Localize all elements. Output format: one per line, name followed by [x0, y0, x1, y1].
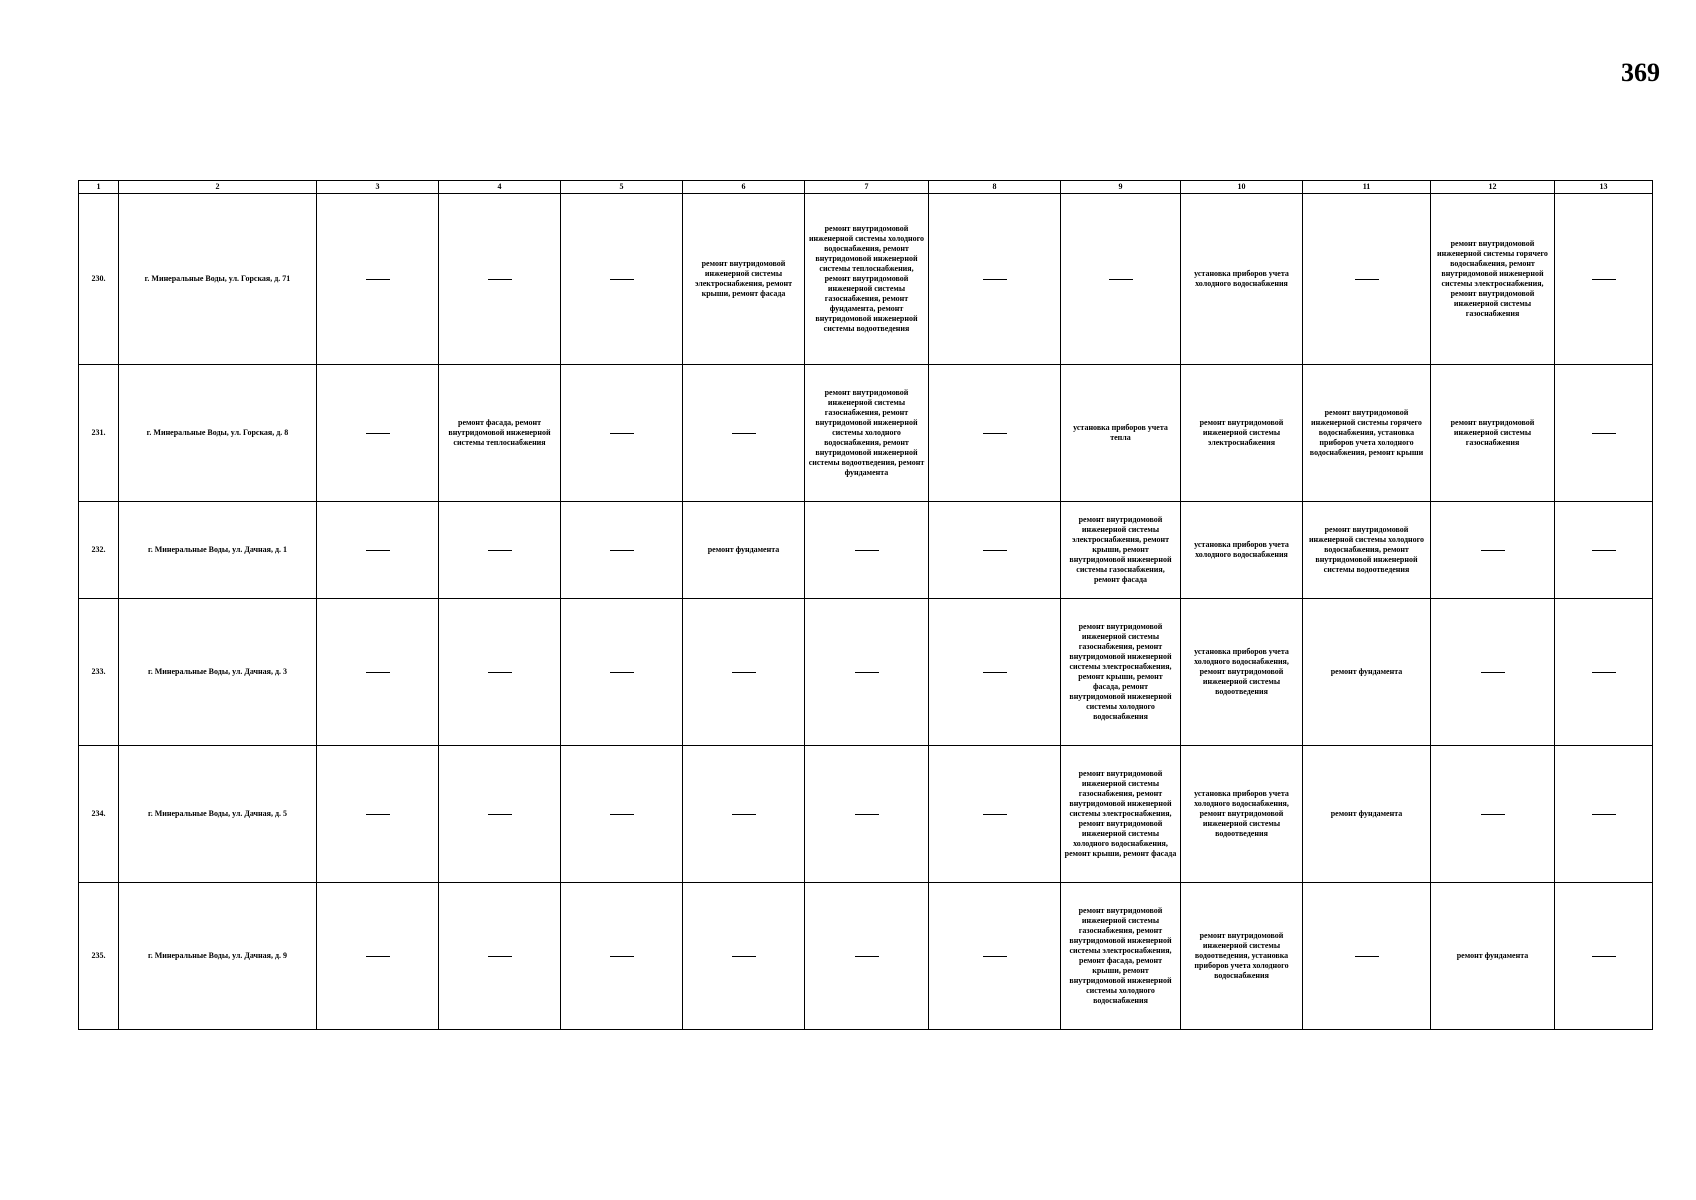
- dash-mark: [488, 814, 512, 815]
- address-cell: г. Минеральные Воды, ул. Горская, д. 8: [119, 365, 317, 502]
- work-cell: ремонт внутридомовой инженерной системы водоотведения, установка приборов учета холодного водоснабжения: [1181, 883, 1303, 1030]
- empty-cell: [561, 365, 683, 502]
- empty-cell: [1555, 194, 1653, 365]
- page-number: 369: [1621, 58, 1660, 87]
- dash-mark: [488, 672, 512, 673]
- column-header-10: 10: [1181, 181, 1303, 194]
- dash-mark: [1592, 433, 1616, 434]
- empty-cell: [1555, 883, 1653, 1030]
- table-row: [79, 746, 1653, 883]
- dash-mark: [366, 550, 390, 551]
- dash-mark: [610, 279, 634, 280]
- dash-mark: [1481, 672, 1505, 673]
- dash-mark: [983, 279, 1007, 280]
- table-body: [79, 194, 1653, 1030]
- table-row: [79, 883, 1653, 1030]
- dash-mark: [488, 550, 512, 551]
- empty-cell: [1555, 599, 1653, 746]
- work-cell: ремонт внутридомовой инженерной системы электроснабжения, ремонт крыши, ремонт внутридомовой инженерной системы газоснабжения, ремонт фасада: [1061, 502, 1181, 599]
- dash-mark: [610, 814, 634, 815]
- dash-mark: [1355, 956, 1379, 957]
- work-cell: ремонт внутридомовой инженерной системы электроснабжения: [1181, 365, 1303, 502]
- dash-mark: [732, 956, 756, 957]
- column-header-6: 6: [683, 181, 805, 194]
- dash-mark: [366, 672, 390, 673]
- work-cell: ремонт внутридомовой инженерной системы газоснабжения, ремонт внутридомовой инженерной системы электроснабжения, ремонт внутридомовой инженерной системы холодного водоснабжения, ремонт крыши, ремонт фасада: [1061, 746, 1181, 883]
- work-cell: ремонт внутридомовой инженерной системы холодного водоснабжения, ремонт внутридомовой инженерной системы водоотведения: [1303, 502, 1431, 599]
- empty-cell: [561, 194, 683, 365]
- empty-cell: [1303, 194, 1431, 365]
- empty-cell: [317, 746, 439, 883]
- dash-mark: [488, 956, 512, 957]
- work-cell: ремонт внутридомовой инженерной системы газоснабжения: [1431, 365, 1555, 502]
- empty-cell: [683, 599, 805, 746]
- column-header-5: 5: [561, 181, 683, 194]
- work-cell: ремонт фундамента: [1303, 746, 1431, 883]
- empty-cell: [805, 502, 929, 599]
- work-cell: ремонт внутридомовой инженерной системы холодного водоснабжения, ремонт внутридомовой инженерной системы теплоснабжения, ремонт внутридомовой инженерной системы газоснабжения, ремонт фундамента, ремонт внутридомовой инженерной системы водоотведения: [805, 194, 929, 365]
- row-number: 234.: [79, 746, 119, 883]
- dash-mark: [366, 814, 390, 815]
- dash-mark: [855, 814, 879, 815]
- column-header-13: 13: [1555, 181, 1653, 194]
- empty-cell: [317, 883, 439, 1030]
- dash-mark: [1592, 814, 1616, 815]
- dash-mark: [610, 672, 634, 673]
- empty-cell: [929, 599, 1061, 746]
- work-cell: установка приборов учета холодного водоснабжения: [1181, 194, 1303, 365]
- work-cell: установка приборов учета холодного водоснабжения: [1181, 502, 1303, 599]
- dash-mark: [983, 814, 1007, 815]
- empty-cell: [317, 194, 439, 365]
- empty-cell: [929, 365, 1061, 502]
- dash-mark: [366, 279, 390, 280]
- table-row: [79, 194, 1653, 365]
- empty-cell: [683, 746, 805, 883]
- dash-mark: [488, 279, 512, 280]
- dash-mark: [855, 956, 879, 957]
- work-cell: установка приборов учета холодного водоснабжения, ремонт внутридомовой инженерной системы водоотведения: [1181, 599, 1303, 746]
- dash-mark: [983, 433, 1007, 434]
- empty-cell: [317, 365, 439, 502]
- empty-cell: [561, 746, 683, 883]
- address-cell: г. Минеральные Воды, ул. Дачная, д. 3: [119, 599, 317, 746]
- empty-cell: [805, 599, 929, 746]
- table-row: [79, 502, 1653, 599]
- work-cell: установка приборов учета холодного водоснабжения, ремонт внутридомовой инженерной системы водоотведения: [1181, 746, 1303, 883]
- work-cell: ремонт внутридомовой инженерной системы газоснабжения, ремонт внутридомовой инженерной системы электроснабжения, ремонт фасада, ремонт крыши, ремонт внутридомовой инженерной системы холодного водоснабжения: [1061, 883, 1181, 1030]
- column-header-11: 11: [1303, 181, 1431, 194]
- empty-cell: [1431, 502, 1555, 599]
- dash-mark: [983, 550, 1007, 551]
- empty-cell: [929, 194, 1061, 365]
- work-cell: ремонт фасада, ремонт внутридомовой инженерной системы теплоснабжения: [439, 365, 561, 502]
- empty-cell: [1555, 746, 1653, 883]
- row-number: 230.: [79, 194, 119, 365]
- empty-cell: [929, 746, 1061, 883]
- column-header-4: 4: [439, 181, 561, 194]
- column-header-9: 9: [1061, 181, 1181, 194]
- column-header-7: 7: [805, 181, 929, 194]
- address-cell: г. Минеральные Воды, ул. Дачная, д. 9: [119, 883, 317, 1030]
- column-header-2: 2: [119, 181, 317, 194]
- dash-mark: [1592, 672, 1616, 673]
- row-number: 233.: [79, 599, 119, 746]
- dash-mark: [1355, 279, 1379, 280]
- empty-cell: [805, 746, 929, 883]
- empty-cell: [439, 746, 561, 883]
- work-cell: ремонт внутридомовой инженерной системы газоснабжения, ремонт внутридомовой инженерной системы холодного водоснабжения, ремонт внутридомовой инженерной системы водоотведения, ремонт фундамента: [805, 365, 929, 502]
- empty-cell: [929, 502, 1061, 599]
- empty-cell: [1555, 502, 1653, 599]
- empty-cell: [561, 502, 683, 599]
- work-cell: ремонт фундамента: [683, 502, 805, 599]
- column-header-8: 8: [929, 181, 1061, 194]
- dash-mark: [732, 433, 756, 434]
- empty-cell: [439, 883, 561, 1030]
- empty-cell: [561, 599, 683, 746]
- work-cell: ремонт внутридомовой инженерной системы газоснабжения, ремонт внутридомовой инженерной системы электроснабжения, ремонт крыши, ремонт фасада, ремонт внутридомовой инженерной системы холодного водоснабжения: [1061, 599, 1181, 746]
- empty-cell: [1303, 883, 1431, 1030]
- dash-mark: [1481, 550, 1505, 551]
- dash-mark: [610, 550, 634, 551]
- dash-mark: [732, 672, 756, 673]
- empty-cell: [439, 502, 561, 599]
- row-number: 235.: [79, 883, 119, 1030]
- empty-cell: [1431, 599, 1555, 746]
- table-row: [79, 599, 1653, 746]
- work-cell: ремонт фундамента: [1431, 883, 1555, 1030]
- dash-mark: [855, 550, 879, 551]
- dash-mark: [1481, 814, 1505, 815]
- empty-cell: [1061, 194, 1181, 365]
- column-header-1: 1: [79, 181, 119, 194]
- dash-mark: [366, 433, 390, 434]
- dash-mark: [1592, 279, 1616, 280]
- dash-mark: [855, 672, 879, 673]
- address-cell: г. Минеральные Воды, ул. Горская, д. 71: [119, 194, 317, 365]
- dash-mark: [983, 956, 1007, 957]
- empty-cell: [683, 883, 805, 1030]
- dash-mark: [983, 672, 1007, 673]
- empty-cell: [1431, 746, 1555, 883]
- column-number-row: [79, 181, 1653, 194]
- work-cell: ремонт внутридомовой инженерной системы электроснабжения, ремонт крыши, ремонт фасада: [683, 194, 805, 365]
- repair-schedule-table: [78, 180, 1653, 1030]
- empty-cell: [439, 194, 561, 365]
- dash-mark: [1109, 279, 1133, 280]
- empty-cell: [317, 502, 439, 599]
- work-cell: установка приборов учета тепла: [1061, 365, 1181, 502]
- empty-cell: [561, 883, 683, 1030]
- table-row: [79, 365, 1653, 502]
- dash-mark: [610, 956, 634, 957]
- row-number: 232.: [79, 502, 119, 599]
- empty-cell: [805, 883, 929, 1030]
- row-number: 231.: [79, 365, 119, 502]
- address-cell: г. Минеральные Воды, ул. Дачная, д. 1: [119, 502, 317, 599]
- empty-cell: [439, 599, 561, 746]
- work-cell: ремонт внутридомовой инженерной системы горячего водоснабжения, установка приборов учета холодного водоснабжения, ремонт крыши: [1303, 365, 1431, 502]
- dash-mark: [1592, 956, 1616, 957]
- dash-mark: [732, 814, 756, 815]
- empty-cell: [929, 883, 1061, 1030]
- empty-cell: [683, 365, 805, 502]
- empty-cell: [317, 599, 439, 746]
- work-cell: ремонт внутридомовой инженерной системы горячего водоснабжения, ремонт внутридомовой инженерной системы электроснабжения, ремонт внутридомовой инженерной системы газоснабжения: [1431, 194, 1555, 365]
- work-cell: ремонт фундамента: [1303, 599, 1431, 746]
- empty-cell: [1555, 365, 1653, 502]
- dash-mark: [1592, 550, 1616, 551]
- address-cell: г. Минеральные Воды, ул. Дачная, д. 5: [119, 746, 317, 883]
- dash-mark: [610, 433, 634, 434]
- column-header-3: 3: [317, 181, 439, 194]
- column-header-12: 12: [1431, 181, 1555, 194]
- dash-mark: [366, 956, 390, 957]
